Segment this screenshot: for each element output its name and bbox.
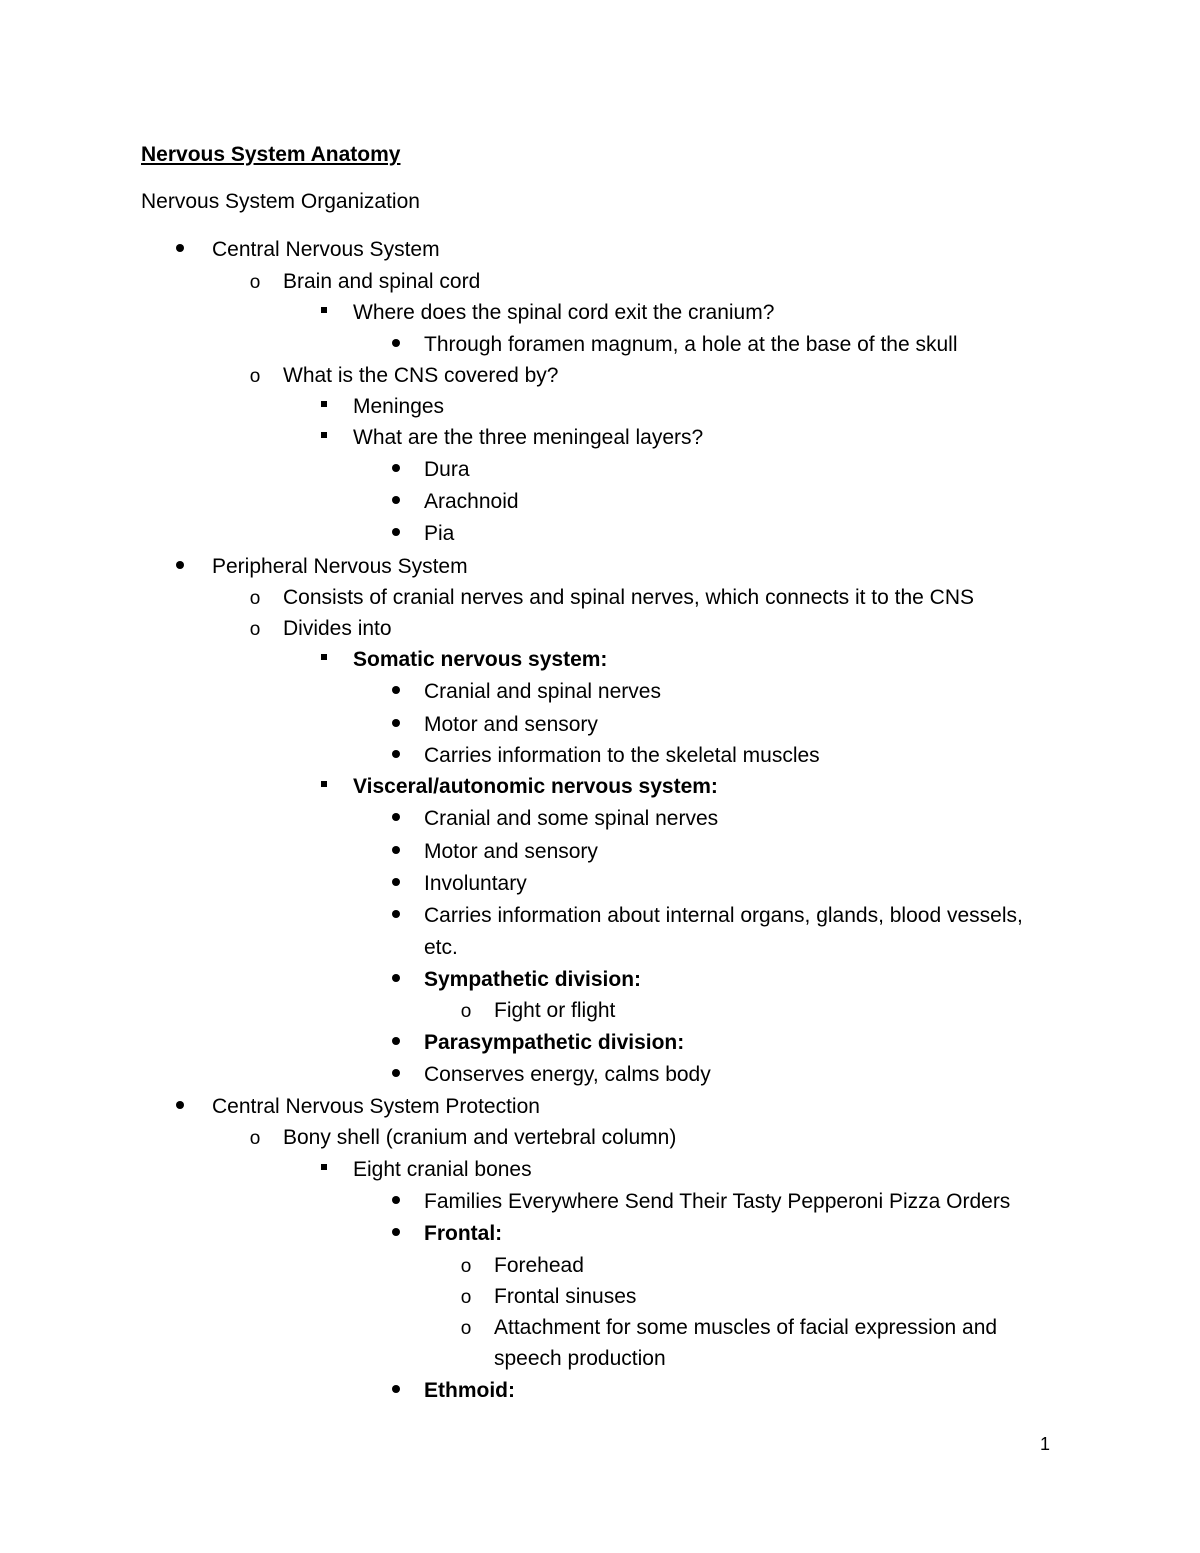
bullet-disc-icon [386, 868, 406, 900]
bullet-disc-icon [386, 740, 406, 772]
outline-item-text: Cranial and some spinal nerves [424, 807, 719, 830]
outline-item-text: Peripheral Nervous System [212, 555, 468, 578]
outline-item-text: Carries information about internal organs, glands, blood vessels, [424, 904, 1023, 927]
bullet-disc-icon [386, 676, 406, 708]
bullet-disc-icon [386, 836, 406, 868]
outline-item-text: speech production [494, 1347, 666, 1370]
bullet-disc-icon [386, 1375, 406, 1407]
bullet-circle-icon [245, 266, 265, 299]
outline-item-text: Sympathetic division: [424, 968, 642, 991]
bullet-disc-icon [386, 964, 406, 996]
outline-item-text: Divides into [283, 617, 392, 640]
document-title: Nervous System Anatomy [141, 143, 401, 166]
bullet-disc-icon [386, 709, 406, 741]
bullet-square-icon [314, 1154, 334, 1186]
section-heading: Nervous System Organization [141, 190, 420, 213]
outline-item-text: Arachnoid [424, 490, 519, 513]
bullet-disc-icon [386, 329, 406, 361]
outline-item-text: Somatic nervous system: [353, 648, 608, 671]
bullet-circle-icon [456, 1281, 476, 1314]
outline-item-text: Visceral/autonomic nervous system: [353, 775, 718, 798]
outline-item-text: Attachment for some muscles of facial expression and [494, 1316, 998, 1339]
outline-item-text: Fight or flight [494, 999, 616, 1022]
bullet-disc-icon [386, 486, 406, 518]
outline-item-text: Frontal: [424, 1222, 503, 1245]
outline-item-text: Eight cranial bones [353, 1158, 532, 1181]
bullet-square-icon [314, 771, 334, 803]
outline-item-text: Cranial and spinal nerves [424, 680, 661, 703]
outline-item-text: Where does the spinal cord exit the cranium? [353, 301, 775, 324]
bullet-disc-icon [170, 234, 190, 266]
bullet-square-icon [314, 391, 334, 423]
outline-item-text: Brain and spinal cord [283, 270, 481, 293]
bullet-circle-icon [456, 1312, 476, 1345]
outline-item-text: Through foramen magnum, a hole at the base of the skull [424, 333, 958, 356]
outline-item-text: Conserves energy, calms body [424, 1063, 711, 1086]
bullet-square-icon [314, 297, 334, 329]
bullet-circle-icon [456, 1250, 476, 1283]
outline-item-text: Motor and sensory [424, 713, 598, 736]
outline-item-text: Dura [424, 458, 470, 481]
outline-item-text: What is the CNS covered by? [283, 364, 559, 387]
outline-item-text: Bony shell (cranium and vertebral column) [283, 1126, 677, 1149]
bullet-square-icon [314, 422, 334, 454]
outline-item-text: Central Nervous System Protection [212, 1095, 540, 1118]
outline-item-text: Central Nervous System [212, 238, 440, 261]
bullet-disc-icon [386, 518, 406, 550]
bullet-disc-icon [386, 1027, 406, 1059]
bullet-circle-icon [245, 360, 265, 393]
outline-item-text: Ethmoid: [424, 1379, 515, 1402]
outline-item-text: Consists of cranial nerves and spinal nerves, which connects it to the CNS [283, 586, 975, 609]
outline-item-text: Meninges [353, 395, 445, 418]
outline-item-text: Frontal sinuses [494, 1285, 637, 1308]
outline-item-text: Parasympathetic division: [424, 1031, 685, 1054]
bullet-disc-icon [386, 454, 406, 486]
bullet-circle-icon [245, 613, 265, 646]
outline-item-text: What are the three meningeal layers? [353, 426, 704, 449]
bullet-disc-icon [170, 1091, 190, 1123]
outline-item-text: Motor and sensory [424, 840, 598, 863]
bullet-circle-icon [456, 995, 476, 1028]
outline-item-text: etc. [424, 936, 458, 959]
outline-item-text: Involuntary [424, 872, 527, 895]
bullet-circle-icon [245, 582, 265, 615]
bullet-square-icon [314, 644, 334, 676]
bullet-disc-icon [386, 1186, 406, 1218]
bullet-disc-icon [386, 1059, 406, 1091]
bullet-circle-icon [245, 1122, 265, 1155]
bullet-disc-icon [386, 1218, 406, 1250]
outline-item-text: Forehead [494, 1254, 584, 1277]
bullet-disc-icon [386, 803, 406, 835]
bullet-disc-icon [386, 900, 406, 932]
outline-item-text: Pia [424, 522, 455, 545]
outline-item-text: Carries information to the skeletal muscles [424, 744, 820, 767]
bullet-disc-icon [170, 551, 190, 583]
page-number: 1 [1040, 1434, 1051, 1454]
outline-item-text: Families Everywhere Send Their Tasty Pepperoni Pizza Orders [424, 1190, 1011, 1213]
